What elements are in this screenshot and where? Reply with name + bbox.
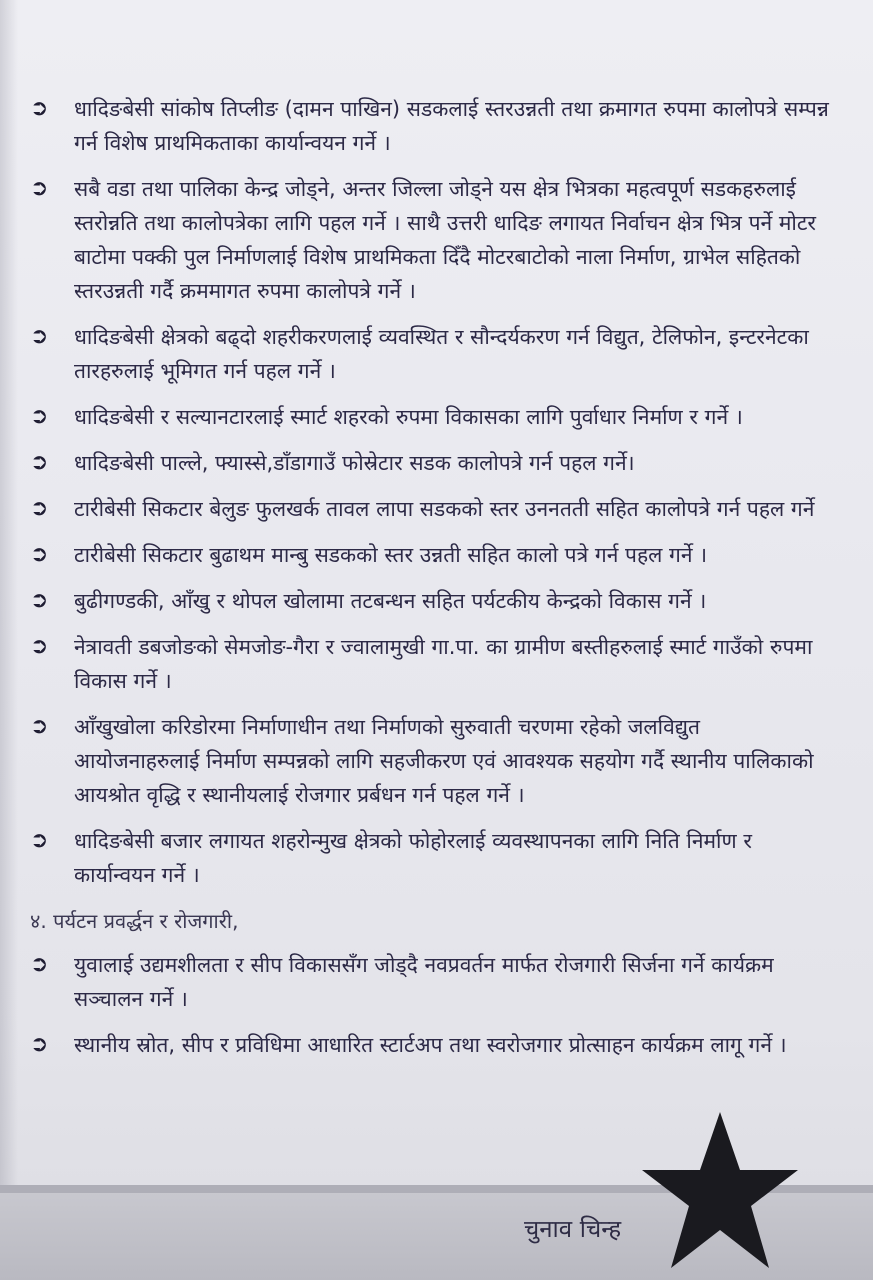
arrow-bullet-icon: ➲ — [30, 404, 49, 429]
arrow-bullet-icon: ➲ — [30, 714, 49, 739]
list-item-text: धादिङबेसी पाल्ले, फ्यास्से,डाँडागाउँ फोस्रेटार सडक कालोपत्रे गर्न पहल गर्ने। — [74, 451, 635, 475]
arrow-bullet-icon: ➲ — [30, 634, 49, 659]
list-item-text: बुढीगण्डकी, आँखु र थोपल खोलामा तटबन्धन सहित पर्यटकीय केन्द्रको विकास गर्ने । — [74, 589, 707, 613]
list-item-text: धादिङबेसी र सल्यानटारलाई स्मार्ट शहरको रुपमा विकासका लागि पुर्वाधार निर्माण र गर्ने । — [74, 405, 743, 429]
list-item — [30, 1028, 830, 1062]
list-item — [30, 538, 830, 572]
arrow-bullet-icon: ➲ — [30, 1032, 49, 1057]
list-item-text: धादिङबेसी सांकोष तिप्लीङ (दामन पाखिन) सडकलाई स्तरउन्नती तथा क्रमागत रुपमा कालोपत्रे सम्पन्न गर्न विशेष प्राथमिकताका कार्यान्वयन गर्ने । — [74, 97, 829, 155]
list-item — [30, 92, 830, 160]
arrow-bullet-icon: ➲ — [30, 176, 49, 201]
infrastructure-list — [30, 92, 830, 892]
list-item-text: आँखुखोला करिडोरमा निर्माणाधीन तथा निर्माणको सुरुवाती चरणमा रहेको जलविद्युत आयोजनाहरुलाई निर्माण सम्पन्नको लागि सहजीकरण एवं आवश्यक सहयोग गर्दै स्थानीय पालिकाको आयश्रोत वृद्धि र स्थानीयलाई रोजगार प्रर्बधन गर्न पहल गर्ने । — [74, 715, 814, 807]
list-item — [30, 400, 830, 434]
section-heading: ४. पर्यटन प्रवर्द्धन र रोजगारी, — [30, 909, 239, 933]
arrow-bullet-icon: ➲ — [30, 96, 49, 121]
list-item — [30, 948, 830, 1016]
list-item — [30, 320, 830, 388]
list-item — [30, 172, 830, 308]
arrow-bullet-icon: ➲ — [30, 496, 49, 521]
arrow-bullet-icon: ➲ — [30, 450, 49, 475]
star-icon — [640, 1108, 800, 1273]
list-item-text: नेत्रावती डबजोङको सेमजोङ-गैरा र ज्वालामुखी गा.पा. का ग्रामीण बस्तीहरुलाई स्मार्ट गाउँको रुपमा विकास गर्ने । — [74, 635, 813, 693]
list-item-text: टारीबेसी सिकटार बेलुङ फुलखर्क तावल लापा सडकको स्तर उननतती सहित कालोपत्रे गर्न पहल गर्ने — [74, 497, 815, 521]
list-item-text: स्थानीय स्रोत, सीप र प्रविधिमा आधारित स्टार्टअप तथा स्वरोजगार प्रोत्साहन कार्यक्रम लागू गर्ने । — [74, 1033, 787, 1057]
list-item — [30, 710, 830, 812]
list-item — [30, 446, 830, 480]
election-symbol-label: चुनाव चिन्ह — [524, 1215, 622, 1243]
list-item — [30, 492, 830, 526]
page-edge-shadow — [0, 0, 18, 1280]
arrow-bullet-icon: ➲ — [30, 828, 49, 853]
arrow-bullet-icon: ➲ — [30, 324, 49, 349]
list-item-text: धादिङबेसी बजार लगायत शहरोन्मुख क्षेत्रको फोहोरलाई व्यवस्थापनका लागि निति निर्माण र कार्यान्वयन गर्ने । — [74, 829, 752, 887]
arrow-bullet-icon: ➲ — [30, 952, 49, 977]
list-item-text: धादिङबेसी क्षेत्रको बढ्दो शहरीकरणलाई व्यवस्थित र सौन्दर्यकरण गर्न विद्युत, टेलिफोन, इन्टरनेटका तारहरुलाई भूमिगत गर्न पहल गर्ने । — [74, 325, 809, 383]
list-item — [30, 630, 830, 698]
tourism-employment-list — [30, 948, 830, 1062]
list-item-text: टारीबेसी सिकटार बुढाथम मान्बु सडकको स्तर उन्नती सहित कालो पत्रे गर्न पहल गर्ने । — [74, 543, 708, 567]
list-item — [30, 584, 830, 618]
list-item-text: सबै वडा तथा पालिका केन्द्र जोड्ने, अन्तर जिल्ला जोड्ने यस क्षेत्र भित्रका महत्वपूर्ण सडकहरुलाई स्तरोन्नति तथा कालोपत्रेका लागि पहल गर्ने । साथै उत्तरी धादिङ लगायत निर्वाचन क्षेत्र भित्र पर्ने मोटर बाटोमा पक्की पुल निर्माणलाई विशेष प्राथमिकता दिँदै मोटरबाटोको नाला निर्माण, ग्राभेल सहितको स्तरउन्नती गर्दै क्रममागत रुपमा कालोपत्रे गर्ने । — [74, 177, 816, 303]
arrow-bullet-icon: ➲ — [30, 542, 49, 567]
manifesto-content — [30, 92, 830, 1074]
list-item-text: युवालाई उद्यमशीलता र सीप विकाससँग जोड्दै नवप्रवर्तन मार्फत रोजगारी सिर्जना गर्ने कार्यक्रम सञ्चालन गर्ने । — [74, 953, 774, 1011]
list-item — [30, 824, 830, 892]
arrow-bullet-icon: ➲ — [30, 588, 49, 613]
